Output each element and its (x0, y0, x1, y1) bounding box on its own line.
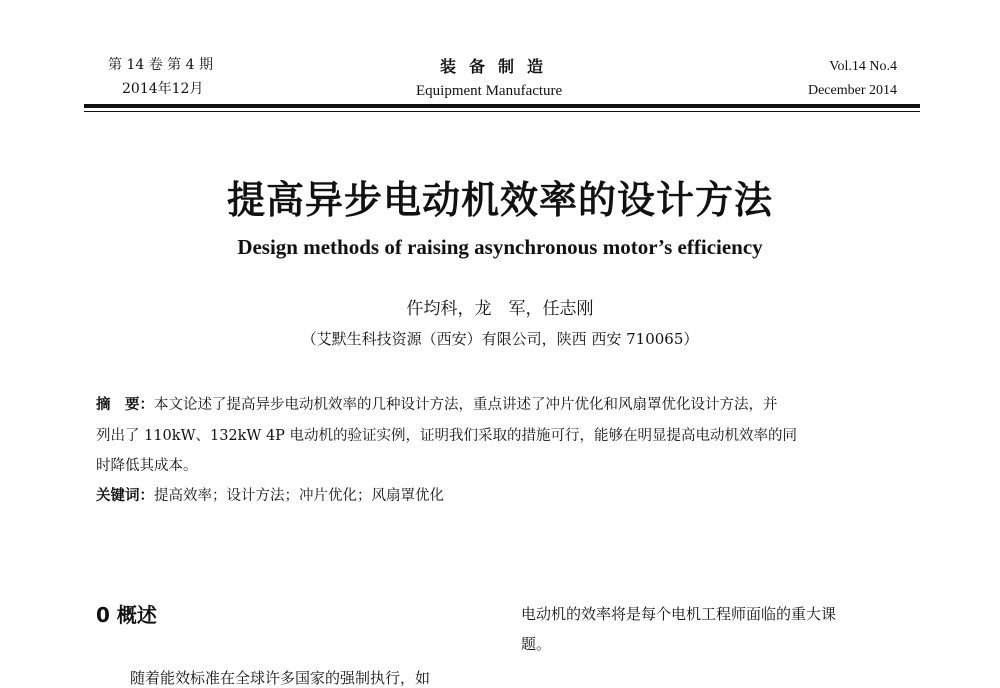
header-rule-thick (84, 104, 920, 108)
authors: 仵均科，龙 军，任志刚 (406, 299, 594, 319)
body-text-left: 随着能效标准在全球许多国家的强制执行，如 (130, 669, 431, 687)
paper-title-en: Design methods of raising asynchronous motor’s efficiency (237, 235, 763, 259)
publication-date-cn: 2014年12月 (122, 81, 204, 97)
body-text-right-2: 题。 (521, 635, 552, 653)
header-rule-thin (84, 111, 920, 112)
abstract-text-1: 本文论述了提高异步电动机效率的几种设计方法，重点讲述了冲片优化和风扇罩优化设计方法，并 (154, 397, 778, 413)
affiliation: （艾默生科技资源（西安）有限公司，陕西 西安 710065） (301, 330, 699, 348)
keywords-text: 提高效率；设计方法；冲片优化；风扇罩优化 (154, 488, 444, 504)
section-heading: 0 概述 (96, 603, 157, 627)
abstract-line-2: 列出了 110kW、132kW 4P 电动机的验证实例，证明我们采取的措施可行，能够在明显提高电动机效率的同 (96, 428, 798, 444)
abstract-line-3: 时降低其成本。 (96, 458, 198, 474)
keywords-label: 关键词： (96, 488, 154, 504)
journal-name-cn: 装备制造 (440, 57, 557, 76)
abstract-label: 摘 要： (96, 397, 154, 413)
volume-issue-cn: 第 14 卷 第 4 期 (108, 57, 213, 73)
abstract-line-1 (96, 395, 778, 415)
volume-issue-en: Vol.14 No.4 (829, 59, 897, 74)
journal-name-en: Equipment Manufacture (416, 83, 563, 99)
publication-date-en: December 2014 (807, 83, 897, 98)
body-text-right-1: 电动机的效率将是每个电机工程师面临的重大课 (521, 605, 837, 623)
keywords-line (96, 486, 444, 506)
paper-title-cn: 提高异步电动机效率的设计方法 (226, 178, 773, 222)
